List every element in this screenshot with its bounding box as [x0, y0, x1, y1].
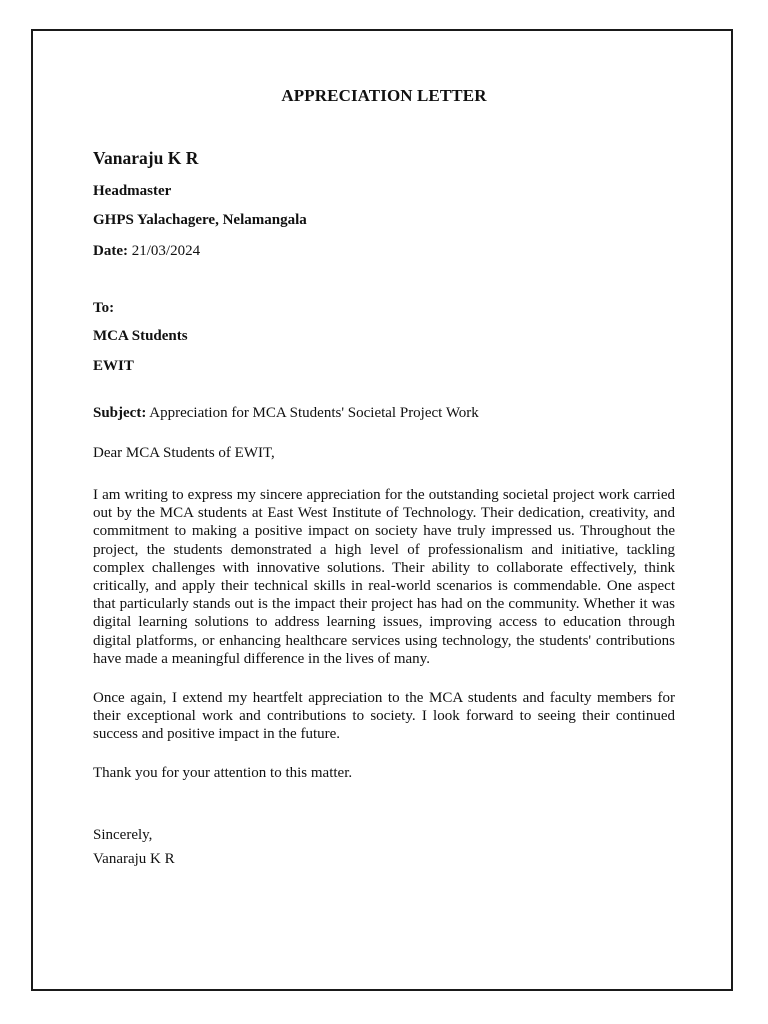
closing: Sincerely, — [93, 827, 153, 843]
subject-label: Subject: — [93, 405, 147, 421]
date-line — [93, 243, 200, 260]
sender-position: Headmaster — [93, 183, 172, 199]
recipient-org: EWIT — [93, 358, 134, 374]
subject-line — [93, 405, 479, 422]
letter-title: APPRECIATION LETTER — [281, 86, 487, 105]
body-paragraph: Once again, I extend my heartfelt appreciation to the MCA students and faculty members for their exceptional work and contributions to society. I look forward to seeing their continued success and positive impact in the future. — [93, 690, 675, 743]
body-paragraph: I am writing to express my sincere appreciation for the outstanding societal project work carried out by the MCA students at East West Institute of Technology. Their dedication, creativity, and commitment to making a positive impact on society have truly impressed us. Throughout the project, the students demonstrated a high level of professionalism and initiative, tackling complex challenges with innovative solutions. Their ability to collaborate effectively, think critically, and apply their technical skills in real-world scenarios is commendable. One aspect that particularly stands out is the impact their project has had on the community. Whether it was digital learning solutions to address learning issues, improving access to education through digital platforms, or enhancing healthcare services using technology, the students' contributions have made a meaningful difference in the lives of many. — [93, 487, 675, 667]
sender-school: GHPS Yalachagere, Nelamangala — [93, 212, 307, 228]
date-label: Date: — [93, 243, 128, 259]
sender-name: Vanaraju K R — [93, 148, 199, 168]
thanks-line: Thank you for your attention to this matter. — [93, 765, 353, 781]
to-label: To: — [93, 300, 115, 316]
subject-text: Appreciation for MCA Students' Societal Project Work — [149, 405, 479, 421]
signature-name: Vanaraju K R — [93, 851, 175, 867]
recipient-name: MCA Students — [93, 328, 188, 344]
greeting: Dear MCA Students of EWIT, — [93, 445, 275, 461]
date-value: 21/03/2024 — [131, 243, 201, 259]
